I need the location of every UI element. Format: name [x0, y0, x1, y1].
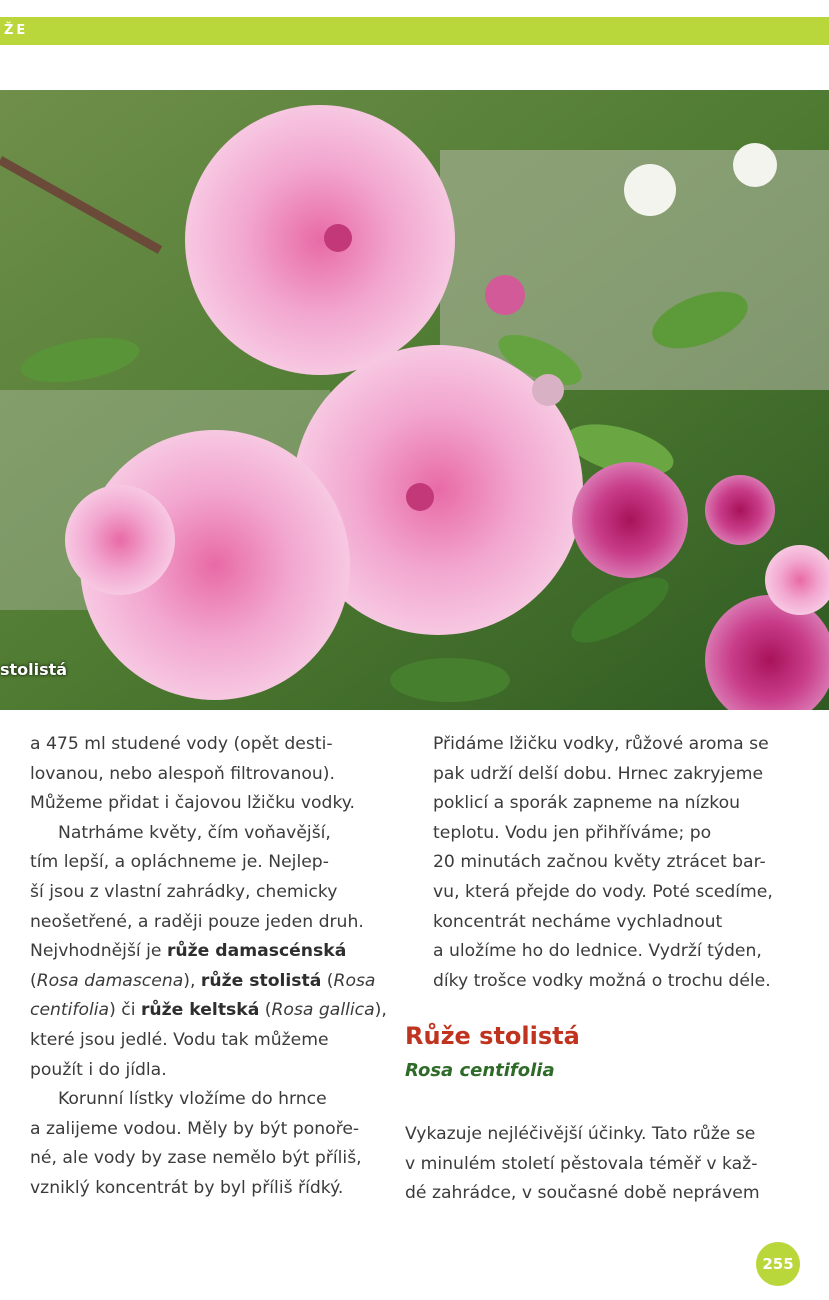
text-line: vzniklý koncentrát by byl příliš řídký.	[30, 1177, 344, 1198]
text-line: neošetřené, a raději pouze jeden druh.	[30, 911, 364, 932]
text-line: teplotu. Vodu jen přihříváme; po	[433, 822, 712, 843]
header-accent-band	[0, 17, 829, 45]
text-line: ší jsou z vlastní zahrádky, chemicky	[30, 881, 338, 902]
text-line: 20 minutách začnou květy ztrácet bar-	[433, 852, 766, 873]
text-line: Vykazuje nejléčivější účinky. Tato růže se	[405, 1124, 756, 1144]
text-run: (	[30, 970, 37, 991]
text-line: použít i do jídla.	[30, 1059, 167, 1080]
rosa-gallica-name: růže keltská	[140, 1000, 260, 1021]
text-line: a zalijeme vodou. Měly by být ponoře-	[30, 1118, 360, 1139]
text-run: Nejvhodnější je	[30, 941, 167, 962]
latin-name: centifolia	[30, 1000, 110, 1021]
text-line	[30, 967, 400, 997]
text-run: ) či	[109, 1000, 141, 1021]
text-line: tím lepší, a opláchneme je. Nejlep-	[30, 852, 329, 873]
section-text-column	[405, 1120, 805, 1209]
section-title: Růže stolistá	[405, 1022, 580, 1050]
text-line	[30, 937, 400, 967]
text-line: lovanou, nebo alespoň filtrovanou).	[30, 763, 335, 784]
text-line	[30, 996, 400, 1026]
text-line: Můžeme přidat i čajovou lžičku vodky.	[30, 793, 355, 814]
text-line: a 475 ml studené vody (opět desti-	[30, 734, 333, 754]
text-line: a uložíme ho do lednice. Vydrží týden,	[433, 941, 762, 962]
text-line: né, ale vody by zase nemělo být příliš,	[30, 1148, 362, 1169]
rosa-centifolia-name: růže stolistá	[200, 970, 322, 991]
text-line: dé zahrádce, v současné době neprávem	[405, 1183, 760, 1204]
text-line: díky trošce vodky možná o trochu déle.	[433, 970, 771, 991]
latin-name: Rosa gallica	[271, 1000, 375, 1021]
text-line: Přidáme lžičku vodky, růžové aroma se	[433, 734, 769, 754]
section-subtitle: Rosa centifolia	[405, 1060, 555, 1081]
text-run: (	[259, 1000, 272, 1021]
text-line: pak udrží delší dobu. Hrnec zakryjeme	[433, 763, 764, 784]
text-line: Natrháme květy, čím voňavější,	[58, 822, 331, 843]
latin-name: Rosa damascena	[36, 970, 184, 991]
text-line: vu, která přejde do vody. Poté scedíme,	[433, 881, 773, 902]
text-line: koncentrát necháme vychladnout	[433, 911, 723, 932]
text-run: ),	[183, 970, 201, 991]
right-text-column	[433, 730, 793, 996]
rose-photo	[0, 90, 829, 710]
rose-illustration	[0, 90, 829, 710]
text-run: ),	[374, 1000, 387, 1021]
page-number: 255	[756, 1242, 800, 1286]
left-text-column	[30, 730, 400, 1204]
text-line: poklicí a sporák zapneme na nízkou	[433, 793, 741, 814]
rosa-damascena-name: růže damascénská	[166, 941, 347, 962]
latin-name: Rosa	[333, 970, 376, 991]
text-line: Korunní lístky vložíme do hrnce	[58, 1089, 327, 1110]
header-label: ŽE	[4, 23, 29, 38]
text-line: v minulém století pěstovala téměř v kaž-	[405, 1153, 758, 1174]
text-run: (	[321, 970, 334, 991]
photo-caption: stolistá	[0, 660, 68, 679]
text-line: které jsou jedlé. Vodu tak můžeme	[30, 1029, 329, 1050]
